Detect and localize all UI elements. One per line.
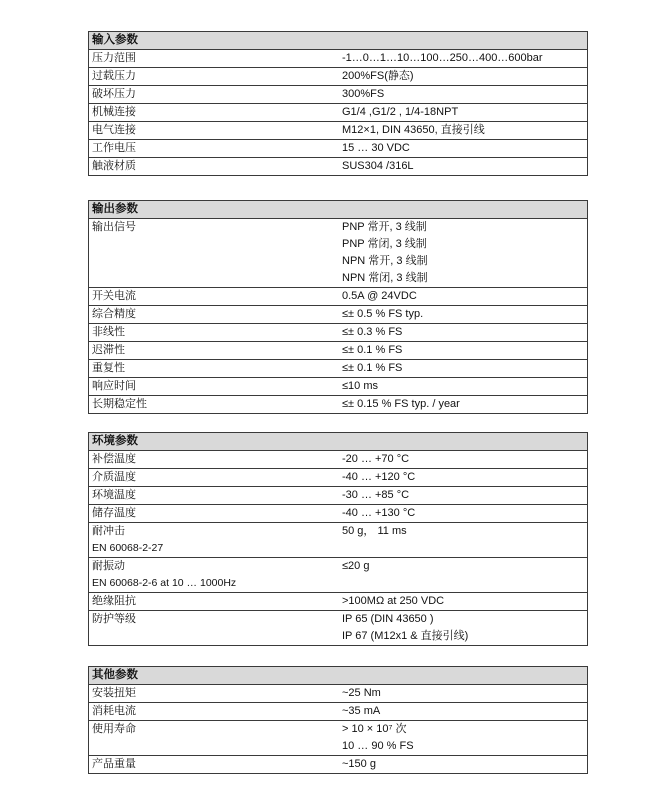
parameter-name: 响应时间 <box>92 380 136 392</box>
parameter-value-cell <box>341 756 587 773</box>
parameter-name: 长期稳定性 <box>92 398 147 410</box>
parameter-value: ≤± 0.1 % FS <box>342 344 403 356</box>
parameter-value: 50 g， 11 ms <box>342 525 407 537</box>
section-header: 输出参数 <box>89 201 587 219</box>
parameter-value-cell <box>341 140 587 157</box>
parameter-value: ~25 Nm <box>342 687 381 699</box>
parameter-label-cell <box>89 288 341 305</box>
parameter-label-cell <box>89 451 341 468</box>
parameter-value: PNP 常开, 3 线制 <box>342 221 427 233</box>
parameter-value: 200%FS(静态) <box>342 70 414 82</box>
parameter-value-cell <box>341 360 587 377</box>
parameter-label-cell <box>89 505 341 522</box>
parameter-label-cell <box>89 396 341 413</box>
table-row <box>89 504 587 522</box>
table-row <box>89 468 587 486</box>
parameter-label-cell <box>89 756 341 773</box>
section-header: 其他参数 <box>89 667 587 685</box>
table-row <box>89 67 587 85</box>
parameter-name: 综合精度 <box>92 308 136 320</box>
parameter-label-cell <box>89 122 341 139</box>
section-header: 输入参数 <box>89 32 587 50</box>
table-row <box>89 287 587 305</box>
parameter-value-cell <box>341 451 587 468</box>
parameter-value: -1…0…1…10…100…250…400…600bar <box>342 52 543 64</box>
parameter-name: 破坏压力 <box>92 88 136 100</box>
parameter-label-cell <box>89 469 341 486</box>
parameter-name: 环境温度 <box>92 489 136 501</box>
parameter-value: >100MΩ at 250 VDC <box>342 595 445 607</box>
parameter-label-cell <box>89 685 341 702</box>
parameter-name: 使用寿命 <box>92 723 136 735</box>
parameter-value: G1/4 ,G1/2 , 1/4-18NPT <box>342 106 459 118</box>
parameter-label-cell <box>89 219 341 287</box>
table-row <box>89 395 587 413</box>
other-parameters-table <box>88 666 588 774</box>
table-row <box>89 755 587 773</box>
parameter-name: 消耗电流 <box>92 705 136 717</box>
table-row <box>89 359 587 377</box>
table-row <box>89 720 587 755</box>
parameter-value: M12×1, DIN 43650, 直接引线 <box>342 124 485 136</box>
parameter-name: 非线性 <box>92 326 125 338</box>
table-row <box>89 305 587 323</box>
parameter-value: > 10 × 10⁷ 次 <box>342 723 407 735</box>
output-parameters-table <box>88 200 588 414</box>
parameter-name: 机械连接 <box>92 106 136 118</box>
table-row <box>89 557 587 592</box>
parameter-value: SUS304 /316L <box>342 160 414 172</box>
parameter-value-cell <box>341 158 587 175</box>
parameter-value-cell <box>341 122 587 139</box>
input-parameters-table <box>88 31 588 176</box>
parameter-value-cell <box>341 219 587 287</box>
table-row <box>89 377 587 395</box>
parameter-label-cell <box>89 378 341 395</box>
table-row <box>89 685 587 702</box>
parameter-label-cell <box>89 523 341 557</box>
parameter-value: -40 … +120 °C <box>342 471 416 483</box>
section-header: 环境参数 <box>89 433 587 451</box>
parameter-name: 防护等级 <box>92 613 136 625</box>
parameter-label-cell <box>89 50 341 67</box>
parameter-value: ≤10 ms <box>342 380 378 392</box>
parameter-value-cell <box>341 685 587 702</box>
parameter-value: ≤± 0.1 % FS <box>342 362 403 374</box>
parameter-value: 10 … 90 % FS <box>342 740 414 752</box>
parameter-name: 压力范围 <box>92 52 136 64</box>
parameter-label-cell <box>89 86 341 103</box>
parameter-name: 储存温度 <box>92 507 136 519</box>
parameter-name: 介质温度 <box>92 471 136 483</box>
table-row <box>89 702 587 720</box>
parameter-name: 输出信号 <box>92 221 136 233</box>
parameter-value-cell <box>341 396 587 413</box>
parameter-label-cell <box>89 611 341 645</box>
parameter-value: IP 65 (DIN 43650 ) <box>342 613 434 625</box>
parameter-value: -40 … +130 °C <box>342 507 416 519</box>
parameter-label-cell <box>89 68 341 85</box>
table-row <box>89 323 587 341</box>
parameter-value: ~35 mA <box>342 705 381 717</box>
parameter-name: 安装扭矩 <box>92 687 136 699</box>
table-row <box>89 103 587 121</box>
environment-parameters-table <box>88 432 588 646</box>
parameter-value-cell <box>341 104 587 121</box>
parameter-name: 耐冲击 <box>92 525 125 537</box>
parameter-value-cell <box>341 86 587 103</box>
parameter-value-cell <box>341 487 587 504</box>
parameter-value: ≤± 0.3 % FS <box>342 326 403 338</box>
parameter-value-cell <box>341 703 587 720</box>
parameter-value: NPN 常开, 3 线制 <box>342 255 428 267</box>
table-row <box>89 85 587 103</box>
parameter-name: 耐振动 <box>92 560 125 572</box>
parameter-label-cell <box>89 487 341 504</box>
parameter-value: -20 … +70 °C <box>342 453 410 465</box>
table-row <box>89 121 587 139</box>
parameter-value-cell <box>341 469 587 486</box>
parameter-name: 工作电压 <box>92 142 136 154</box>
parameter-label-cell <box>89 324 341 341</box>
parameter-name: 触液材质 <box>92 160 136 172</box>
parameter-label-cell <box>89 140 341 157</box>
parameter-value-cell <box>341 50 587 67</box>
parameter-value-cell <box>341 378 587 395</box>
parameter-value: 15 … 30 VDC <box>342 142 410 154</box>
parameter-value-cell <box>341 611 587 645</box>
table-row <box>89 451 587 468</box>
parameter-value-cell <box>341 558 587 592</box>
parameter-value-cell <box>341 505 587 522</box>
parameter-value: -30 … +85 °C <box>342 489 410 501</box>
parameter-value-cell <box>341 721 587 755</box>
parameter-value-cell <box>341 342 587 359</box>
parameter-standard: EN 60068-2-27 <box>92 542 164 554</box>
parameter-value: 0.5A @ 24VDC <box>342 290 417 302</box>
parameter-name: 迟滞性 <box>92 344 125 356</box>
parameter-value: PNP 常闭, 3 线制 <box>342 238 427 250</box>
table-row <box>89 592 587 610</box>
parameter-label-cell <box>89 342 341 359</box>
table-row <box>89 610 587 645</box>
table-row <box>89 341 587 359</box>
parameter-value-cell <box>341 288 587 305</box>
parameter-value-cell <box>341 523 587 557</box>
table-row <box>89 486 587 504</box>
parameter-label-cell <box>89 721 341 755</box>
table-row <box>89 139 587 157</box>
parameter-value-cell <box>341 306 587 323</box>
parameter-value-cell <box>341 324 587 341</box>
parameter-value: NPN 常闭, 3 线制 <box>342 272 428 284</box>
parameter-label-cell <box>89 104 341 121</box>
parameter-label-cell <box>89 558 341 592</box>
table-row <box>89 219 587 287</box>
parameter-value: ≤± 0.5 % FS typ. <box>342 308 424 320</box>
parameter-name: 产品重量 <box>92 758 136 770</box>
parameter-name: 开关电流 <box>92 290 136 302</box>
parameter-value: ≤± 0.15 % FS typ. / year <box>342 398 460 410</box>
parameter-name: 绝缘阻抗 <box>92 595 136 607</box>
parameter-value-cell <box>341 593 587 610</box>
parameter-label-cell <box>89 593 341 610</box>
parameter-name: 重复性 <box>92 362 125 374</box>
parameter-value: ≤20 g <box>342 560 370 572</box>
parameter-name: 电气连接 <box>92 124 136 136</box>
parameter-standard: EN 60068-2-6 at 10 … 1000Hz <box>92 577 237 589</box>
parameter-name: 补偿温度 <box>92 453 136 465</box>
table-row <box>89 157 587 175</box>
parameter-label-cell <box>89 158 341 175</box>
parameter-value: ~150 g <box>342 758 376 770</box>
parameter-value: 300%FS <box>342 88 385 100</box>
parameter-label-cell <box>89 306 341 323</box>
parameter-name: 过载压力 <box>92 70 136 82</box>
parameter-value: IP 67 (M12x1 & 直接引线) <box>342 630 469 642</box>
parameter-value-cell <box>341 68 587 85</box>
table-row <box>89 50 587 67</box>
table-row <box>89 522 587 557</box>
parameter-label-cell <box>89 360 341 377</box>
parameter-label-cell <box>89 703 341 720</box>
